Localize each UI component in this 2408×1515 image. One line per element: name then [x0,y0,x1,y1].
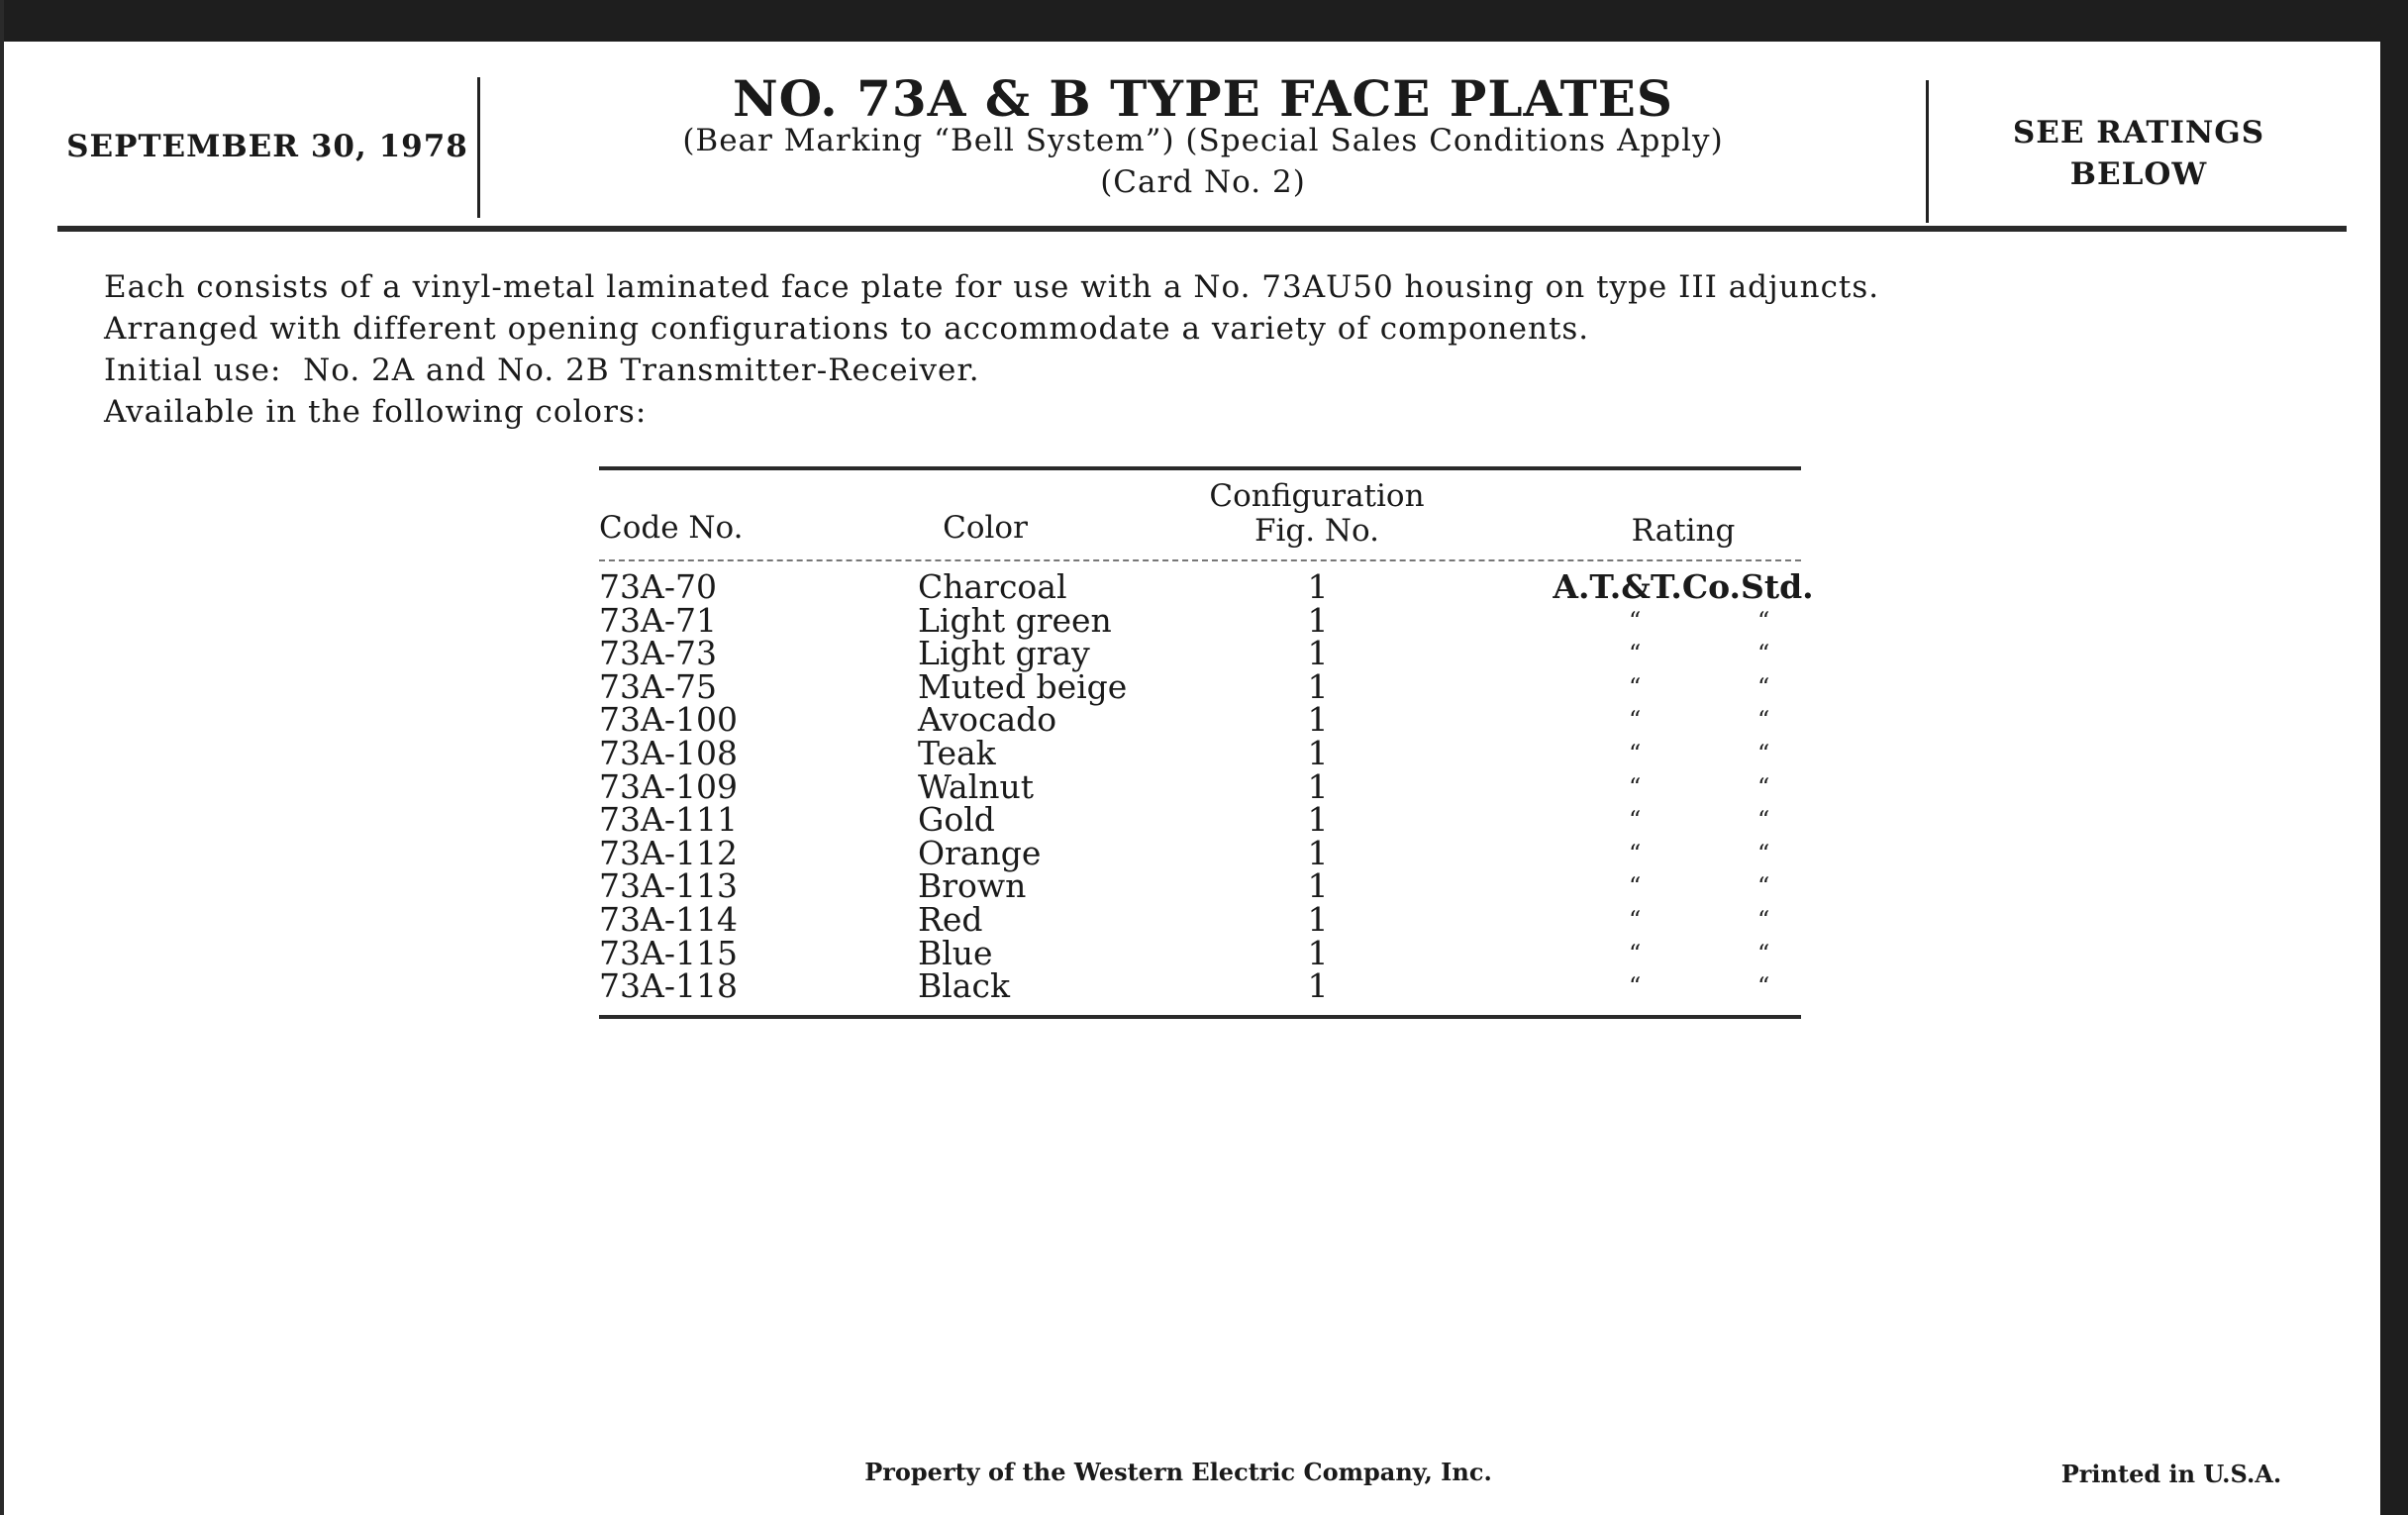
cell-color: Avocado [918,700,1057,740]
cell-code: 73A-75 [599,666,717,706]
card-number: (Card No. 2) [1100,164,1306,200]
cell-rating-ditto: “ [1757,839,1770,867]
cell-code: 73A-100 [599,700,738,740]
cell-code: 73A-71 [599,600,717,640]
cell-fig: 1 [1307,966,1329,1006]
cell-rating-ditto: “ [1757,906,1770,934]
cell-rating-ditto: “ [1757,740,1770,767]
cell-code: 73A-115 [599,933,738,972]
see-ratings-below: BELOW [2069,156,2208,192]
footer-property: Property of the Western Electric Company, Inc. [864,1458,1492,1486]
cell-code: 73A-118 [599,966,738,1006]
cell-color: Light gray [918,634,1090,673]
cell-color: Walnut [918,766,1035,806]
cell-rating-ditto: “ [1757,706,1770,735]
cell-rating-ditto: “ [1757,672,1770,701]
cell-rating-ditto: “ [1757,972,1770,1001]
cell-rating-ditto: “ [1629,906,1642,934]
cell-color: Light green [918,600,1112,640]
header-divider-right [1926,80,1929,223]
cell-rating-ditto: “ [1629,672,1642,701]
cell-fig: 1 [1307,700,1329,740]
table-top-rule [599,466,1801,470]
cell-rating-ditto: “ [1629,839,1642,867]
cell-rating-ditto: “ [1629,806,1642,835]
cell-color: Brown [918,866,1027,906]
cell-rating-ditto: “ [1629,606,1642,635]
header-configuration: Configuration [1209,478,1425,514]
cell-code: 73A-111 [599,800,738,840]
cell-color: Blue [918,933,993,972]
cell-fig: 1 [1307,900,1329,939]
cell-code: 73A-109 [599,766,738,806]
header-color: Color [943,510,1028,546]
cell-code: 73A-70 [599,567,717,606]
cell-rating-ditto: “ [1629,706,1642,735]
cell-fig: 1 [1307,634,1329,673]
cell-rating-ditto: “ [1757,939,1770,967]
issue-date: SEPTEMBER 30, 1978 [66,129,468,164]
header-divider-left [477,77,480,218]
header-rating: Rating [1631,513,1736,549]
cell-rating-ditto: “ [1629,972,1642,1001]
cell-rating-ditto: “ [1757,606,1770,635]
cell-fig: 1 [1307,666,1329,706]
header-rule [599,559,1801,561]
cell-code: 73A-73 [599,634,717,673]
cell-code: 73A-112 [599,833,738,872]
header-rule [57,226,2347,232]
see-ratings: SEE RATINGS [2012,115,2265,151]
cell-rating-ditto: “ [1757,806,1770,835]
header-fig-no: Fig. No. [1254,513,1380,549]
cell-rating-ditto: “ [1629,740,1642,767]
scan-border-right [2380,0,2408,1515]
cell-rating-ditto: “ [1757,872,1770,901]
cell-code: 73A-114 [599,900,738,939]
cell-color: Black [918,966,1010,1006]
header-code: Code No. [599,510,744,546]
cell-rating-ditto: “ [1629,772,1642,801]
cell-rating-ditto: “ [1757,772,1770,801]
cell-rating-ditto: “ [1629,640,1642,668]
description-line: Arranged with different opening configurations to accommodate a variety of components. [104,311,1590,347]
cell-fig: 1 [1307,933,1329,972]
cell-color: Gold [918,800,995,840]
cell-fig: 1 [1307,866,1329,906]
cell-rating-ditto: “ [1757,640,1770,668]
cell-fig: 1 [1307,766,1329,806]
description-line: Available in the following colors: [104,394,648,430]
cell-color: Muted beige [918,666,1128,706]
page-title: NO. 73A & B TYPE FACE PLATES [732,69,1674,128]
description-line: Initial use: No. 2A and No. 2B Transmitter-Receiver. [104,353,980,388]
subtitle: (Bear Marking “Bell System”) (Special Sales Conditions Apply) [682,123,1724,158]
cell-fig: 1 [1307,600,1329,640]
scan-border-left [0,0,4,1515]
cell-fig: 1 [1307,734,1329,772]
cell-code: 73A-113 [599,866,738,906]
cell-fig: 1 [1307,833,1329,872]
scan-border-top [0,0,2408,42]
cell-code: 73A-108 [599,734,738,772]
cell-color: Charcoal [918,567,1067,606]
cell-color: Red [918,900,983,939]
cell-color: Teak [918,734,996,772]
description-line: Each consists of a vinyl-metal laminated face plate for use with a No. 73AU50 housing on type III adjuncts. [104,269,1880,305]
cell-rating: A.T.&T.Co.Std. [1553,567,1814,606]
cell-color: Orange [918,833,1042,872]
cell-fig: 1 [1307,567,1329,606]
cell-rating-ditto: “ [1629,872,1642,901]
table-bottom-rule [599,1015,1801,1019]
footer-printed: Printed in U.S.A. [2060,1460,2282,1488]
cell-rating-ditto: “ [1629,939,1642,967]
cell-fig: 1 [1307,800,1329,840]
